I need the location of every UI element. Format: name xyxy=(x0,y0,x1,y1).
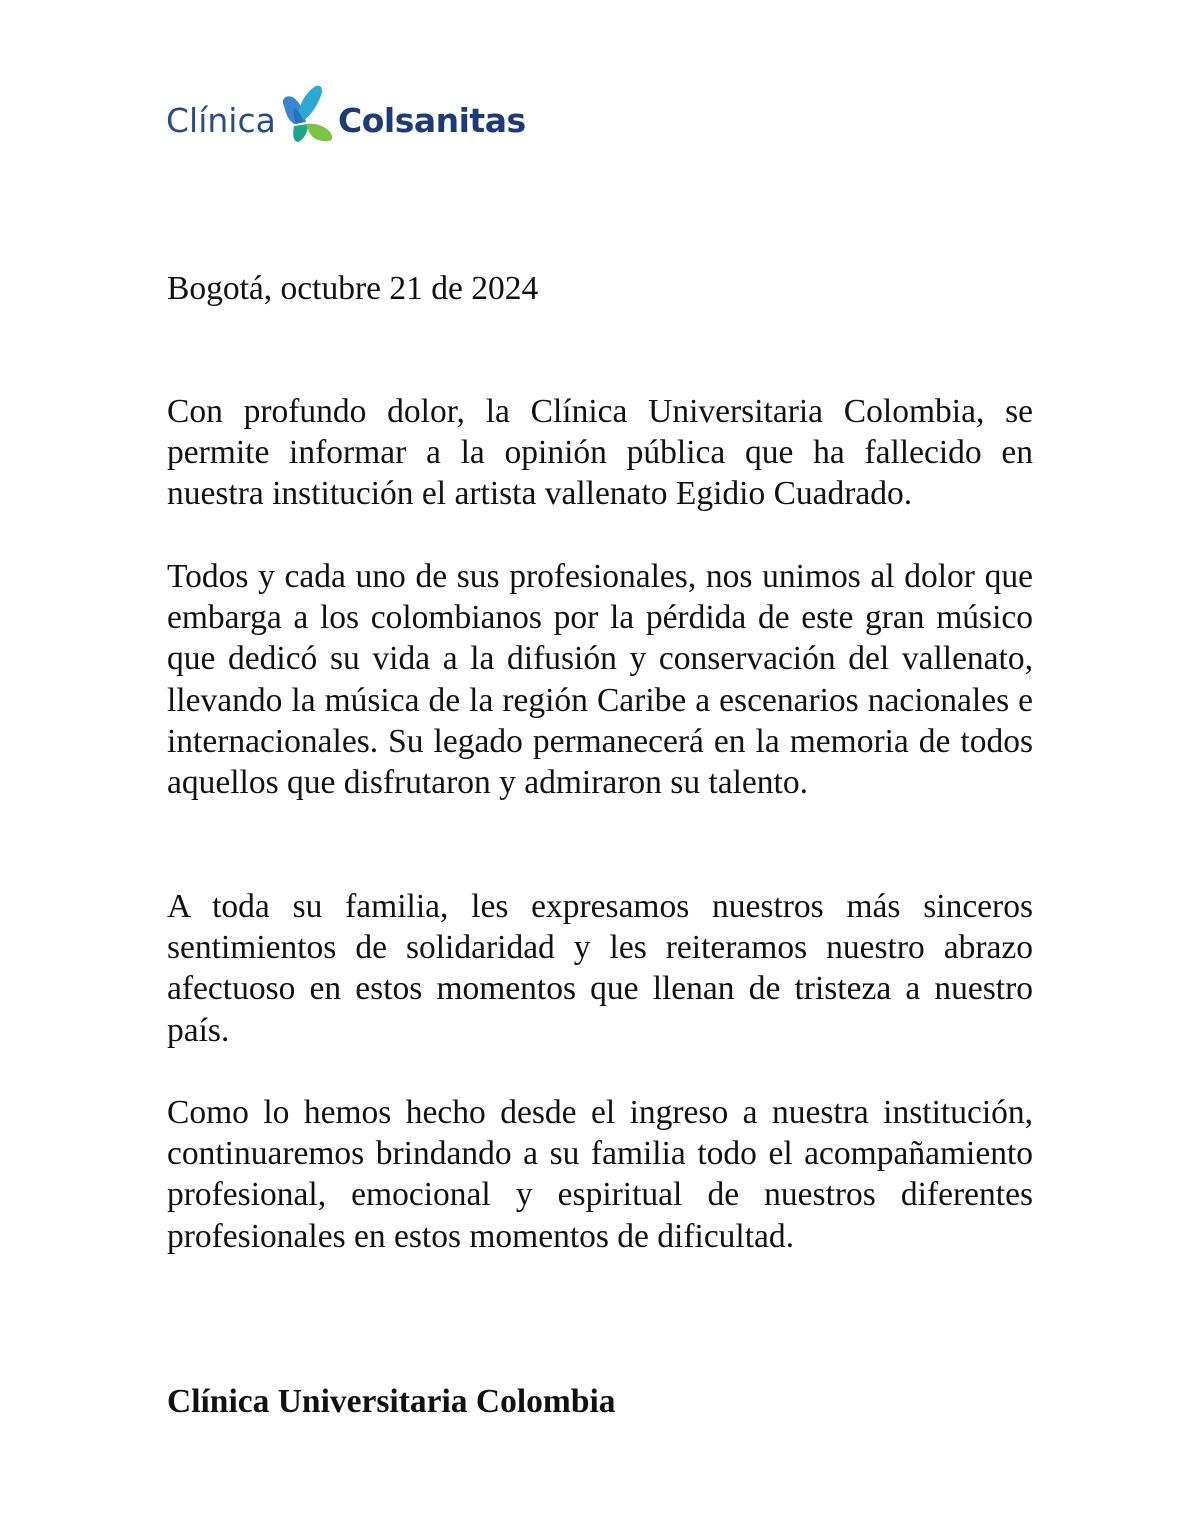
letter-paragraph: A toda su familia, les expresamos nuestros más sinceros sentimientos de solidaridad y les reiteramos nuestro abrazo afectuoso en estos momentos que llenan de tristeza a nuestro país. xyxy=(167,888,1033,1049)
butterfly-wing-lower-left xyxy=(293,124,308,142)
letter-date: Bogotá, octubre 21 de 2024 xyxy=(167,270,539,307)
letter-paragraph: Todos y cada uno de sus profesionales, nos unimos al dolor que embarga a los colombianos por la pérdida de este gran músico que dedicó su vida a la difusión y conservación del vallenato, llevando la música de la región Caribe a escenarios nacionales e internacionales. Su legado permanecerá en la memoria de todos aquellos que disfrutaron y admiraron su talento. xyxy=(167,558,1033,802)
letter-paragraph: Con profundo dolor, la Clínica Universitaria Colombia, se permite informar a la opinión pública que ha fallecido en nuestra institución el artista vallenato Egidio Cuadrado. xyxy=(167,393,1033,513)
butterfly-wing-lower-right xyxy=(306,124,332,142)
butterfly-logo-icon xyxy=(280,84,336,144)
logo-word-clinica: Clínica xyxy=(166,101,276,140)
letter-signature: Clínica Universitaria Colombia xyxy=(167,1383,616,1420)
logo-word-colsanitas: Colsanitas xyxy=(338,101,526,140)
letter-paragraph: Como lo hemos hecho desde el ingreso a nuestra institución, continuaremos brindando a su familia todo el acompañamiento profesional, emocional y espiritual de nuestros diferentes profesionales en estos momentos de dificultad. xyxy=(167,1094,1033,1255)
